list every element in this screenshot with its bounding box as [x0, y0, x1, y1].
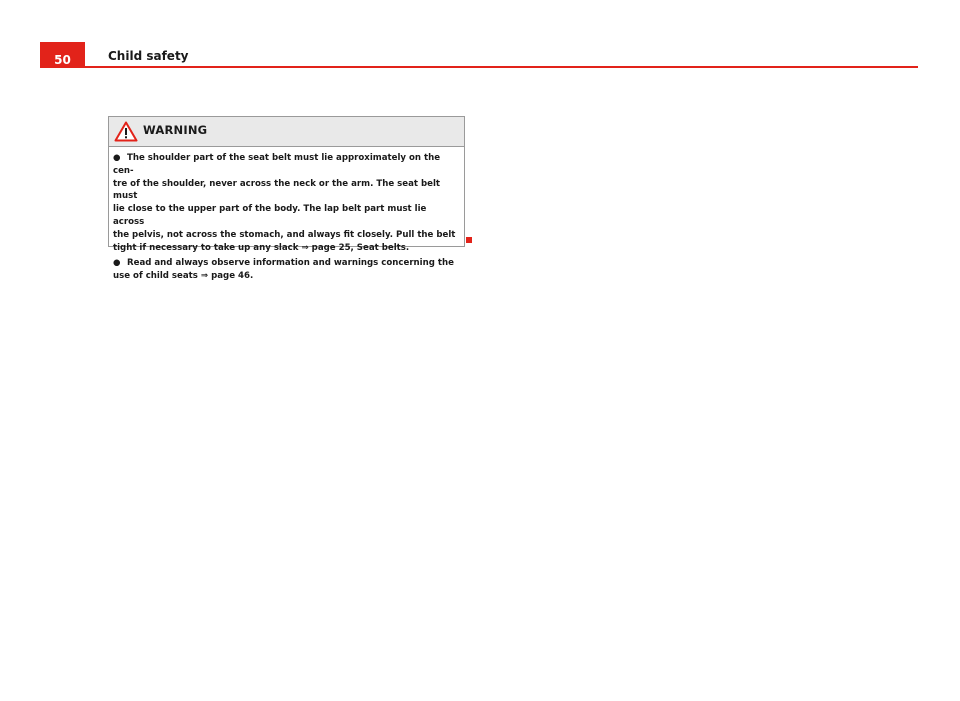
- warning-line-text: The shoulder part of the seat belt must lie approximately on the cen-: [113, 153, 441, 176]
- warning-title: WARNING: [143, 123, 208, 137]
- warning-line: tre of the shoulder, never across the neck or the arm. The seat belt must: [113, 178, 441, 202]
- header-divider: [85, 66, 918, 68]
- warning-triangle-icon: [114, 121, 138, 142]
- bullet: ●: [113, 258, 121, 269]
- warning-line-text: Read and always observe information and warnings concerning the: [127, 258, 454, 269]
- end-of-section-icon: [466, 237, 472, 243]
- warning-item: [113, 257, 458, 283]
- warning-box: [108, 116, 465, 282]
- warning-line: the pelvis, not across the stomach, and always fit closely. Pull the belt: [113, 229, 456, 240]
- warning-header: [109, 117, 464, 147]
- warning-line: lie close to the upper part of the body. The lap belt part must lie across: [113, 204, 427, 227]
- bullet: ●: [113, 153, 121, 163]
- warning-line: tight if necessary to take up any slack ⇒ page 25, Seat belts.: [113, 242, 410, 253]
- warning-line: [113, 152, 458, 178]
- warning-line: [113, 257, 458, 270]
- warning-item: [113, 152, 458, 254]
- page-number: 50: [40, 42, 85, 68]
- warning-body: [109, 147, 464, 283]
- section-title: Child safety: [108, 49, 189, 63]
- warning-line: use of child seats ⇒ page 46.: [113, 271, 254, 282]
